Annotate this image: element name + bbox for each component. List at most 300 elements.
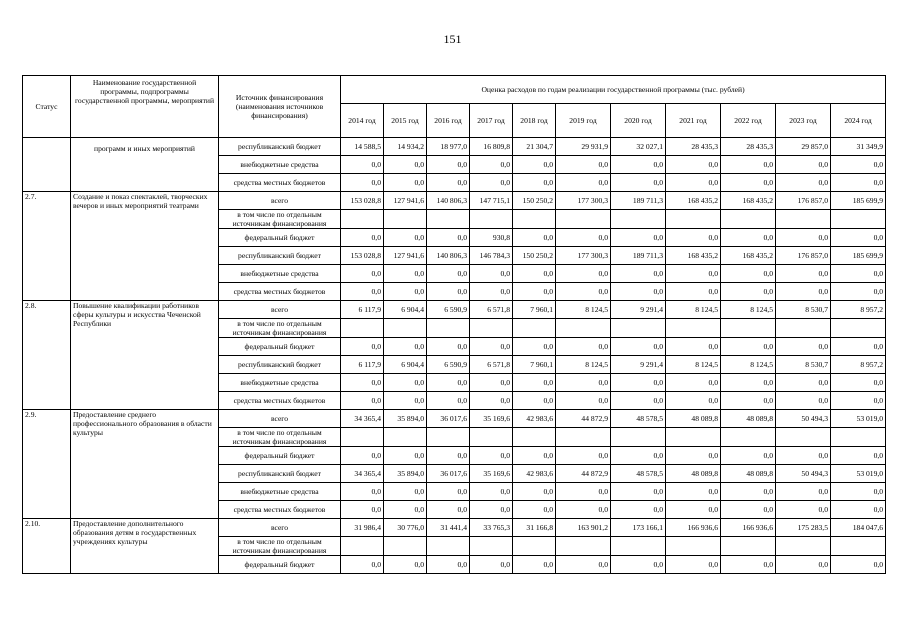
value-cell: 35 894,0 — [384, 465, 427, 483]
value-cell: 6 571,8 — [470, 356, 513, 374]
value-cell — [556, 537, 611, 556]
value-cell: 6 571,8 — [470, 301, 513, 319]
value-cell: 0,0 — [611, 156, 666, 174]
status-cell: 2.7. — [23, 192, 71, 301]
value-cell: 0,0 — [721, 156, 776, 174]
value-cell: 0,0 — [721, 283, 776, 301]
value-cell — [427, 537, 470, 556]
header-status: Статус — [23, 76, 71, 138]
page-number: 151 — [443, 32, 462, 46]
value-cell: 48 089,8 — [721, 465, 776, 483]
value-cell: 0,0 — [611, 374, 666, 392]
value-cell: 8 124,5 — [721, 301, 776, 319]
value-cell: 9 291,4 — [611, 356, 666, 374]
value-cell — [513, 428, 556, 447]
value-cell: 8 530,7 — [776, 301, 831, 319]
funding-source-cell: внебюджетные средства — [219, 265, 341, 283]
value-cell: 0,0 — [470, 156, 513, 174]
value-cell — [831, 210, 886, 229]
value-cell: 28 435,3 — [666, 138, 721, 156]
status-cell: 2.10. — [23, 519, 71, 574]
value-cell: 48 089,8 — [666, 465, 721, 483]
value-cell: 146 784,3 — [470, 247, 513, 265]
value-cell: 0,0 — [513, 156, 556, 174]
value-cell — [721, 319, 776, 338]
value-cell: 35 169,6 — [470, 465, 513, 483]
value-cell: 48 089,8 — [721, 410, 776, 428]
value-cell: 930,8 — [470, 229, 513, 247]
funding-source-cell: всего — [219, 192, 341, 210]
value-cell — [776, 210, 831, 229]
activity-name-cell: Предоставление среднего профессионального образования в области культуры — [71, 410, 219, 519]
value-cell: 0,0 — [513, 392, 556, 410]
value-cell: 36 017,6 — [427, 465, 470, 483]
value-cell: 0,0 — [384, 501, 427, 519]
value-cell: 0,0 — [831, 338, 886, 356]
value-cell: 0,0 — [427, 229, 470, 247]
value-cell: 175 283,5 — [776, 519, 831, 537]
year-header: 2014 год — [341, 104, 384, 138]
value-cell: 127 941,6 — [384, 247, 427, 265]
value-cell: 8 124,5 — [556, 301, 611, 319]
value-cell — [776, 319, 831, 338]
value-cell: 0,0 — [831, 447, 886, 465]
value-cell: 0,0 — [470, 265, 513, 283]
value-cell: 0,0 — [666, 374, 721, 392]
value-cell: 0,0 — [611, 392, 666, 410]
value-cell: 0,0 — [611, 265, 666, 283]
value-cell: 0,0 — [470, 556, 513, 574]
value-cell: 0,0 — [556, 556, 611, 574]
value-cell: 6 117,9 — [341, 356, 384, 374]
value-cell: 0,0 — [513, 447, 556, 465]
table-row — [23, 138, 886, 156]
value-cell: 36 017,6 — [427, 410, 470, 428]
value-cell — [513, 537, 556, 556]
funding-source-cell: федеральный бюджет — [219, 556, 341, 574]
value-cell — [427, 319, 470, 338]
value-cell: 0,0 — [427, 483, 470, 501]
table-row — [23, 410, 886, 428]
value-cell: 8 957,2 — [831, 301, 886, 319]
status-cell: 2.8. — [23, 301, 71, 410]
value-cell: 0,0 — [666, 174, 721, 192]
value-cell: 34 365,4 — [341, 410, 384, 428]
value-cell: 0,0 — [341, 265, 384, 283]
value-cell: 33 765,3 — [470, 519, 513, 537]
funding-source-cell: всего — [219, 301, 341, 319]
value-cell: 0,0 — [721, 392, 776, 410]
value-cell: 177 300,3 — [556, 247, 611, 265]
value-cell: 42 983,6 — [513, 465, 556, 483]
value-cell: 0,0 — [666, 501, 721, 519]
activity-name-cell: Предоставление дополнительного образования детям в государственных учреждениях культуры — [71, 519, 219, 574]
value-cell: 0,0 — [341, 374, 384, 392]
value-cell: 0,0 — [776, 483, 831, 501]
value-cell — [513, 319, 556, 338]
value-cell: 31 166,8 — [513, 519, 556, 537]
year-header: 2016 год — [427, 104, 470, 138]
value-cell: 0,0 — [776, 501, 831, 519]
value-cell: 35 169,6 — [470, 410, 513, 428]
value-cell: 8 124,5 — [721, 356, 776, 374]
value-cell: 0,0 — [556, 501, 611, 519]
value-cell: 0,0 — [427, 265, 470, 283]
value-cell: 14 934,2 — [384, 138, 427, 156]
value-cell — [427, 428, 470, 447]
funding-source-cell: средства местных бюджетов — [219, 392, 341, 410]
value-cell: 6 117,9 — [341, 301, 384, 319]
year-header: 2023 год — [776, 104, 831, 138]
value-cell: 30 776,0 — [384, 519, 427, 537]
status-cell — [23, 138, 71, 192]
value-cell: 0,0 — [776, 447, 831, 465]
value-cell: 140 806,3 — [427, 192, 470, 210]
value-cell: 0,0 — [556, 229, 611, 247]
funding-source-cell: республиканский бюджет — [219, 465, 341, 483]
value-cell: 168 435,2 — [666, 192, 721, 210]
value-cell: 14 588,5 — [341, 138, 384, 156]
value-cell: 0,0 — [721, 501, 776, 519]
value-cell: 0,0 — [341, 501, 384, 519]
value-cell: 0,0 — [427, 174, 470, 192]
value-cell — [611, 319, 666, 338]
value-cell: 0,0 — [384, 392, 427, 410]
value-cell: 0,0 — [384, 174, 427, 192]
value-cell: 0,0 — [831, 374, 886, 392]
funding-source-cell: внебюджетные средства — [219, 156, 341, 174]
value-cell: 6 904,4 — [384, 356, 427, 374]
value-cell: 0,0 — [427, 283, 470, 301]
value-cell: 0,0 — [776, 174, 831, 192]
value-cell: 8 530,7 — [776, 356, 831, 374]
value-cell — [666, 428, 721, 447]
value-cell: 0,0 — [776, 556, 831, 574]
value-cell — [831, 537, 886, 556]
value-cell: 29 931,9 — [556, 138, 611, 156]
value-cell: 173 166,1 — [611, 519, 666, 537]
year-header: 2021 год — [666, 104, 721, 138]
value-cell: 31 986,4 — [341, 519, 384, 537]
value-cell — [611, 537, 666, 556]
value-cell: 50 494,3 — [776, 465, 831, 483]
value-cell: 0,0 — [341, 447, 384, 465]
table-row — [23, 301, 886, 319]
value-cell: 0,0 — [776, 392, 831, 410]
value-cell: 6 590,9 — [427, 301, 470, 319]
value-cell: 48 089,8 — [666, 410, 721, 428]
value-cell: 166 936,6 — [666, 519, 721, 537]
value-cell: 0,0 — [513, 174, 556, 192]
value-cell — [721, 428, 776, 447]
value-cell — [611, 428, 666, 447]
value-cell: 0,0 — [666, 265, 721, 283]
value-cell: 35 894,0 — [384, 410, 427, 428]
value-cell: 0,0 — [384, 447, 427, 465]
funding-source-cell: федеральный бюджет — [219, 338, 341, 356]
value-cell: 0,0 — [721, 556, 776, 574]
value-cell — [470, 210, 513, 229]
value-cell: 0,0 — [341, 283, 384, 301]
year-header: 2018 год — [513, 104, 556, 138]
year-header: 2020 год — [611, 104, 666, 138]
value-cell — [776, 537, 831, 556]
value-cell: 31 349,9 — [831, 138, 886, 156]
value-cell: 185 699,9 — [831, 192, 886, 210]
value-cell: 0,0 — [831, 283, 886, 301]
table-row — [23, 192, 886, 210]
funding-source-cell: всего — [219, 410, 341, 428]
value-cell: 0,0 — [556, 483, 611, 501]
value-cell: 0,0 — [721, 483, 776, 501]
funding-source-cell: в том числе по отдельным источникам финансирования — [219, 537, 341, 556]
value-cell: 0,0 — [513, 374, 556, 392]
value-cell — [470, 428, 513, 447]
value-cell: 147 715,1 — [470, 192, 513, 210]
value-cell: 0,0 — [384, 556, 427, 574]
value-cell: 166 936,6 — [721, 519, 776, 537]
value-cell: 0,0 — [427, 338, 470, 356]
value-cell — [721, 210, 776, 229]
activity-name-cell: Повышение квалификации работников сферы культуры и искусства Чеченской Республики — [71, 301, 219, 410]
value-cell: 0,0 — [556, 265, 611, 283]
value-cell: 7 960,1 — [513, 356, 556, 374]
value-cell: 0,0 — [427, 392, 470, 410]
value-cell: 0,0 — [384, 229, 427, 247]
activity-name-cell: программ и иных мероприятий — [71, 138, 219, 192]
funding-source-cell: федеральный бюджет — [219, 447, 341, 465]
value-cell: 0,0 — [721, 447, 776, 465]
value-cell: 0,0 — [611, 556, 666, 574]
value-cell: 0,0 — [666, 556, 721, 574]
value-cell — [556, 428, 611, 447]
value-cell: 168 435,2 — [721, 247, 776, 265]
value-cell: 0,0 — [666, 283, 721, 301]
value-cell: 0,0 — [666, 156, 721, 174]
value-cell: 184 047,6 — [831, 519, 886, 537]
value-cell: 7 960,1 — [513, 301, 556, 319]
header-name: Наименование государственной программы, подпрограммы государственной программы, мероприятий — [71, 76, 219, 138]
value-cell: 0,0 — [721, 374, 776, 392]
value-cell: 0,0 — [341, 174, 384, 192]
value-cell: 34 365,4 — [341, 465, 384, 483]
value-cell: 8 124,5 — [666, 356, 721, 374]
value-cell: 0,0 — [776, 229, 831, 247]
value-cell: 0,0 — [611, 283, 666, 301]
funding-source-cell: средства местных бюджетов — [219, 501, 341, 519]
value-cell: 31 441,4 — [427, 519, 470, 537]
budget-table — [22, 75, 886, 574]
value-cell: 0,0 — [341, 556, 384, 574]
value-cell — [721, 537, 776, 556]
value-cell — [341, 428, 384, 447]
year-header: 2024 год — [831, 104, 886, 138]
value-cell: 0,0 — [470, 374, 513, 392]
year-header: 2017 год — [470, 104, 513, 138]
value-cell — [776, 428, 831, 447]
funding-source-cell: республиканский бюджет — [219, 247, 341, 265]
value-cell: 0,0 — [341, 483, 384, 501]
value-cell: 0,0 — [427, 501, 470, 519]
value-cell: 0,0 — [611, 229, 666, 247]
value-cell: 44 872,9 — [556, 410, 611, 428]
value-cell: 0,0 — [666, 338, 721, 356]
value-cell: 0,0 — [513, 556, 556, 574]
funding-source-cell: в том числе по отдельным источникам финансирования — [219, 428, 341, 447]
value-cell: 18 977,0 — [427, 138, 470, 156]
funding-source-cell: внебюджетные средства — [219, 483, 341, 501]
value-cell: 0,0 — [470, 392, 513, 410]
value-cell: 0,0 — [384, 283, 427, 301]
value-cell: 6 590,9 — [427, 356, 470, 374]
value-cell: 177 300,3 — [556, 192, 611, 210]
header-source: Источник финансирования (наименования источников финансирования) — [219, 76, 341, 138]
value-cell: 6 904,4 — [384, 301, 427, 319]
value-cell: 0,0 — [556, 392, 611, 410]
value-cell: 0,0 — [831, 501, 886, 519]
table-body — [23, 138, 886, 574]
value-cell: 0,0 — [470, 283, 513, 301]
funding-source-cell: средства местных бюджетов — [219, 283, 341, 301]
value-cell: 0,0 — [611, 174, 666, 192]
value-cell: 44 872,9 — [556, 465, 611, 483]
value-cell: 0,0 — [427, 374, 470, 392]
value-cell: 176 857,0 — [776, 247, 831, 265]
value-cell: 42 983,6 — [513, 410, 556, 428]
value-cell: 0,0 — [513, 501, 556, 519]
value-cell: 0,0 — [427, 447, 470, 465]
value-cell: 185 699,9 — [831, 247, 886, 265]
value-cell: 0,0 — [470, 174, 513, 192]
value-cell: 9 291,4 — [611, 301, 666, 319]
value-cell: 176 857,0 — [776, 192, 831, 210]
value-cell — [341, 210, 384, 229]
funding-source-cell: республиканский бюджет — [219, 356, 341, 374]
value-cell: 8 124,5 — [556, 356, 611, 374]
value-cell: 0,0 — [384, 338, 427, 356]
value-cell: 0,0 — [666, 483, 721, 501]
value-cell: 0,0 — [721, 174, 776, 192]
value-cell: 0,0 — [470, 483, 513, 501]
value-cell: 0,0 — [427, 556, 470, 574]
value-cell: 0,0 — [470, 338, 513, 356]
value-cell — [384, 428, 427, 447]
table-row — [23, 519, 886, 537]
value-cell: 0,0 — [556, 374, 611, 392]
value-cell: 53 019,0 — [831, 410, 886, 428]
funding-source-cell: внебюджетные средства — [219, 374, 341, 392]
value-cell: 0,0 — [556, 156, 611, 174]
value-cell: 48 578,5 — [611, 465, 666, 483]
value-cell: 8 957,2 — [831, 356, 886, 374]
value-cell: 0,0 — [513, 229, 556, 247]
value-cell: 0,0 — [556, 338, 611, 356]
value-cell: 150 250,2 — [513, 247, 556, 265]
value-cell: 0,0 — [611, 447, 666, 465]
value-cell: 0,0 — [721, 338, 776, 356]
value-cell: 0,0 — [666, 229, 721, 247]
value-cell: 0,0 — [556, 283, 611, 301]
value-cell: 0,0 — [776, 265, 831, 283]
year-header: 2019 год — [556, 104, 611, 138]
value-cell: 29 857,0 — [776, 138, 831, 156]
value-cell — [666, 319, 721, 338]
value-cell: 0,0 — [666, 392, 721, 410]
value-cell: 0,0 — [666, 447, 721, 465]
funding-source-cell: средства местных бюджетов — [219, 174, 341, 192]
value-cell: 0,0 — [556, 174, 611, 192]
value-cell: 0,0 — [831, 174, 886, 192]
value-cell: 0,0 — [776, 283, 831, 301]
value-cell: 0,0 — [427, 156, 470, 174]
value-cell — [831, 428, 886, 447]
value-cell — [384, 210, 427, 229]
value-cell: 0,0 — [470, 501, 513, 519]
value-cell: 153 028,8 — [341, 192, 384, 210]
value-cell: 0,0 — [611, 501, 666, 519]
value-cell — [384, 537, 427, 556]
value-cell — [513, 210, 556, 229]
value-cell — [470, 537, 513, 556]
funding-source-cell: всего — [219, 519, 341, 537]
value-cell: 153 028,8 — [341, 247, 384, 265]
value-cell: 163 901,2 — [556, 519, 611, 537]
value-cell: 21 304,7 — [513, 138, 556, 156]
value-cell: 0,0 — [513, 265, 556, 283]
value-cell: 0,0 — [831, 156, 886, 174]
value-cell — [470, 319, 513, 338]
value-cell: 0,0 — [341, 229, 384, 247]
value-cell: 0,0 — [556, 447, 611, 465]
value-cell: 0,0 — [776, 156, 831, 174]
value-cell: 0,0 — [721, 265, 776, 283]
value-cell: 0,0 — [776, 374, 831, 392]
value-cell — [666, 210, 721, 229]
value-cell: 0,0 — [513, 483, 556, 501]
value-cell — [427, 210, 470, 229]
value-cell: 53 019,0 — [831, 465, 886, 483]
status-cell: 2.9. — [23, 410, 71, 519]
value-cell: 127 941,6 — [384, 192, 427, 210]
value-cell: 0,0 — [384, 374, 427, 392]
value-cell — [556, 210, 611, 229]
value-cell: 168 435,2 — [721, 192, 776, 210]
value-cell: 0,0 — [831, 483, 886, 501]
value-cell: 28 435,3 — [721, 138, 776, 156]
value-cell: 0,0 — [776, 338, 831, 356]
value-cell: 16 809,8 — [470, 138, 513, 156]
value-cell — [666, 537, 721, 556]
year-header: 2022 год — [721, 104, 776, 138]
value-cell: 32 027,1 — [611, 138, 666, 156]
value-cell: 0,0 — [831, 265, 886, 283]
activity-name-cell: Создание и показ спектаклей, творческих вечеров и иных мероприятий театрами — [71, 192, 219, 301]
value-cell: 0,0 — [831, 392, 886, 410]
value-cell: 140 806,3 — [427, 247, 470, 265]
funding-source-cell: федеральный бюджет — [219, 229, 341, 247]
funding-source-cell: в том числе по отдельным источникам финансирования — [219, 210, 341, 229]
value-cell — [831, 319, 886, 338]
value-cell: 189 711,3 — [611, 247, 666, 265]
value-cell — [611, 210, 666, 229]
value-cell: 189 711,3 — [611, 192, 666, 210]
value-cell: 0,0 — [513, 338, 556, 356]
value-cell — [341, 537, 384, 556]
value-cell: 0,0 — [721, 229, 776, 247]
value-cell: 8 124,5 — [666, 301, 721, 319]
value-cell: 0,0 — [384, 483, 427, 501]
value-cell: 50 494,3 — [776, 410, 831, 428]
